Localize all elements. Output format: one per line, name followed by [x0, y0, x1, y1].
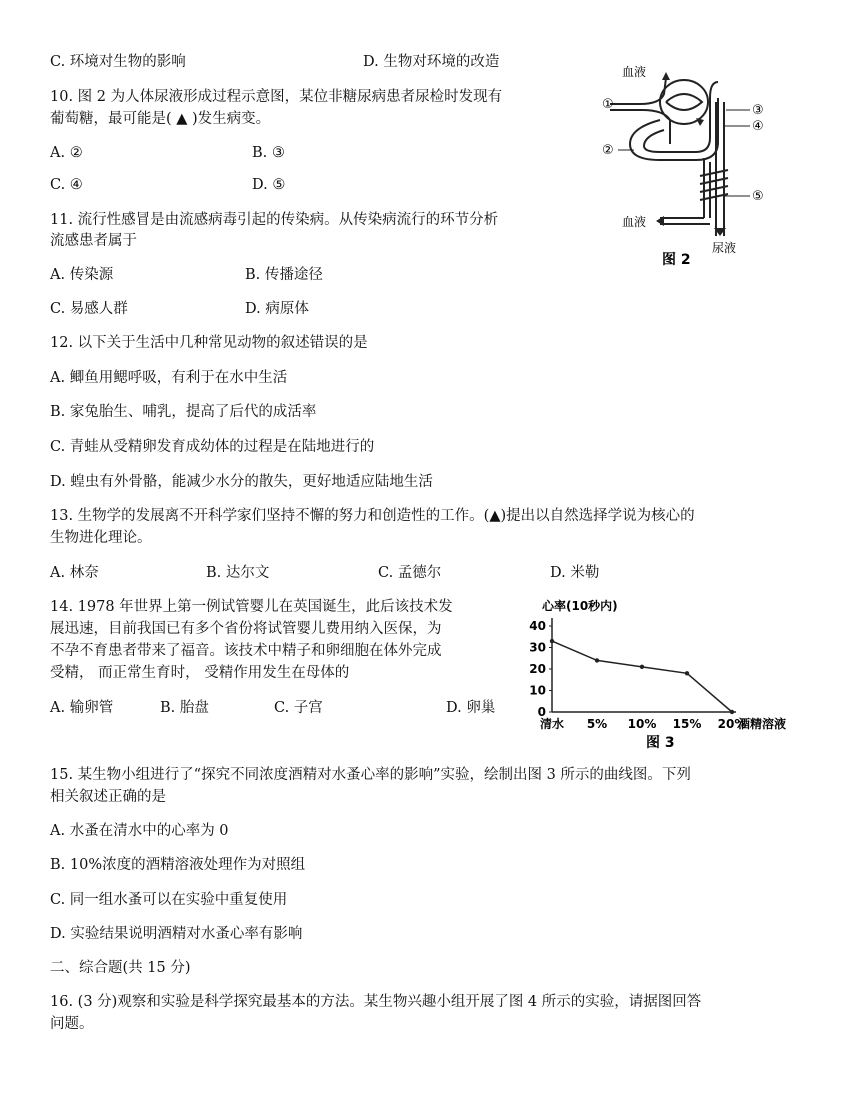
- q10-option-a: A. ②: [50, 145, 83, 161]
- q12-stem: 12. 以下关于生活中几种常见动物的叙述错误的是: [50, 335, 368, 351]
- q15-option-b: B. 10%浓度的酒精溶液处理作为对照组: [50, 857, 306, 873]
- q14-option-c: C. 子宫: [274, 700, 323, 716]
- q13-stem-line2: 生物进化理论。: [50, 530, 152, 546]
- fig2-label-urine: 尿液: [712, 241, 737, 255]
- q15-option-d: D. 实验结果说明酒精对水蚤心率有影响: [50, 926, 303, 942]
- chart-x-tick-label: 15%: [672, 717, 702, 731]
- q12-option-b: B. 家兔胎生、哺乳，提高了后代的成活率: [50, 404, 317, 420]
- q11-option-d: D. 病原体: [245, 301, 309, 317]
- q13-option-c: C. 孟德尔: [378, 565, 442, 581]
- q11-option-c: C. 易感人群: [50, 301, 128, 317]
- chart-y-tick-label: 20: [529, 662, 546, 676]
- q13-option-a: A. 林奈: [50, 565, 99, 581]
- fig2-label-blood-out: 血液: [622, 215, 647, 229]
- chart-ylabel: 心率(10秒内): [542, 599, 618, 613]
- q10-stem-line2: 葡萄糖，最可能是( ▲ )发生病变。: [50, 111, 271, 127]
- q11-option-a: A. 传染源: [50, 267, 114, 283]
- q14-stem-line3: 不孕不育患者带来了福音。该技术中精子和卵细胞在体外完成: [50, 643, 442, 659]
- q16-stem-line1: 16. (3 分)观察和实验是科学探究最基本的方法。某生物兴趣小组开展了图 4 所示的实验，请据图回答: [50, 994, 702, 1010]
- q13-option-b: B. 达尔文: [206, 565, 270, 581]
- q12-option-c: C. 青蛙从受精卵发育成幼体的过程是在陆地进行的: [50, 439, 375, 455]
- chart-y-tick-label: 30: [529, 640, 546, 655]
- chart-x-tick-label: 10%: [627, 717, 657, 731]
- q9-option-c: C. 环境对生物的影响: [50, 54, 186, 70]
- q9-option-d: D. 生物对环境的改造: [363, 54, 500, 70]
- q11-option-b: B. 传播途径: [245, 267, 323, 283]
- chart-x-tick-label: 20%: [717, 717, 747, 731]
- fig2-label-blood-in: 血液: [622, 65, 647, 79]
- q13-option-d: D. 米勒: [550, 565, 600, 581]
- figure-2-nephron-diagram: [600, 58, 770, 270]
- chart-point: [730, 710, 734, 714]
- q10-option-c: C. ④: [50, 177, 83, 193]
- chart-x-tick-label: 5%: [586, 717, 608, 731]
- fig2-label-4: ④: [752, 119, 764, 134]
- fig2-label-3: ③: [752, 103, 764, 118]
- q11-stem-line1: 11. 流行性感冒是由流感病毒引起的传染病。从传染病流行的环节分析: [50, 212, 499, 228]
- chart-series-line: [552, 641, 732, 712]
- q14-option-d: D. 卵巢: [446, 700, 496, 716]
- q10-stem-line1: 10. 图 2 为人体尿液形成过程示意图，某位非糖尿病患者尿检时发现有: [50, 89, 503, 105]
- q14-stem-line2: 展迅速，目前我国已有多个省份将试管婴儿费用纳入医保，为: [50, 621, 442, 637]
- q16-stem-line2: 问题。: [50, 1016, 94, 1032]
- q15-option-c: C. 同一组水蚤可以在实验中重复使用: [50, 892, 288, 908]
- q11-stem-line2: 流感患者属于: [50, 233, 137, 249]
- q10-option-b: B. ③: [252, 145, 285, 161]
- q14-option-a: A. 输卵管: [50, 700, 114, 716]
- chart-y-tick-label: 10: [529, 683, 546, 698]
- q15-option-a: A. 水蚤在清水中的心率为 0: [50, 823, 229, 839]
- fig2-label-2: ②: [602, 143, 614, 158]
- chart-x-tick-label: 清水: [539, 717, 565, 731]
- q14-option-b: B. 胎盘: [160, 700, 209, 716]
- fig2-label-5: ⑤: [752, 189, 764, 204]
- chart-y-tick-label: 40: [529, 619, 546, 633]
- fig2-caption: 图 2: [662, 252, 691, 268]
- q14-stem-line1: 14. 1978 年世界上第一例试管婴儿在英国诞生，此后该技术发: [50, 599, 453, 615]
- q15-stem-line2: 相关叙述正确的是: [50, 789, 166, 805]
- figure-3-line-chart: [520, 596, 800, 752]
- chart-point: [550, 639, 554, 643]
- chart-xlabel: 酒精溶液: [738, 717, 787, 731]
- q10-option-d: D. ⑤: [252, 177, 286, 193]
- chart-y-tick-label: 0: [537, 705, 546, 719]
- chart-caption: 图 3: [646, 735, 675, 751]
- q12-option-a: A. 鲫鱼用鳃呼吸，有利于在水中生活: [50, 370, 288, 386]
- q14-stem-line4: 受精， 而正常生育时， 受精作用发生在母体的: [50, 665, 350, 681]
- q12-option-d: D. 蝗虫有外骨骼，能减少水分的散失，更好地适应陆地生活: [50, 474, 433, 490]
- chart-point: [685, 671, 689, 675]
- fig2-label-1: ①: [602, 97, 614, 112]
- chart-point: [640, 665, 644, 669]
- chart-point: [595, 658, 599, 662]
- q13-stem-line1: 13. 生物学的发展离不开科学家们坚持不懈的努力和创造性的工作。(▲)提出以自然选择学说为核心的: [50, 508, 695, 524]
- q15-stem-line1: 15. 某生物小组进行了“探究不同浓度酒精对水蚤心率的影响”实验，绘制出图 3 所示的曲线图。下列: [50, 767, 691, 783]
- section-2-title: 二、综合题(共 15 分): [50, 960, 191, 976]
